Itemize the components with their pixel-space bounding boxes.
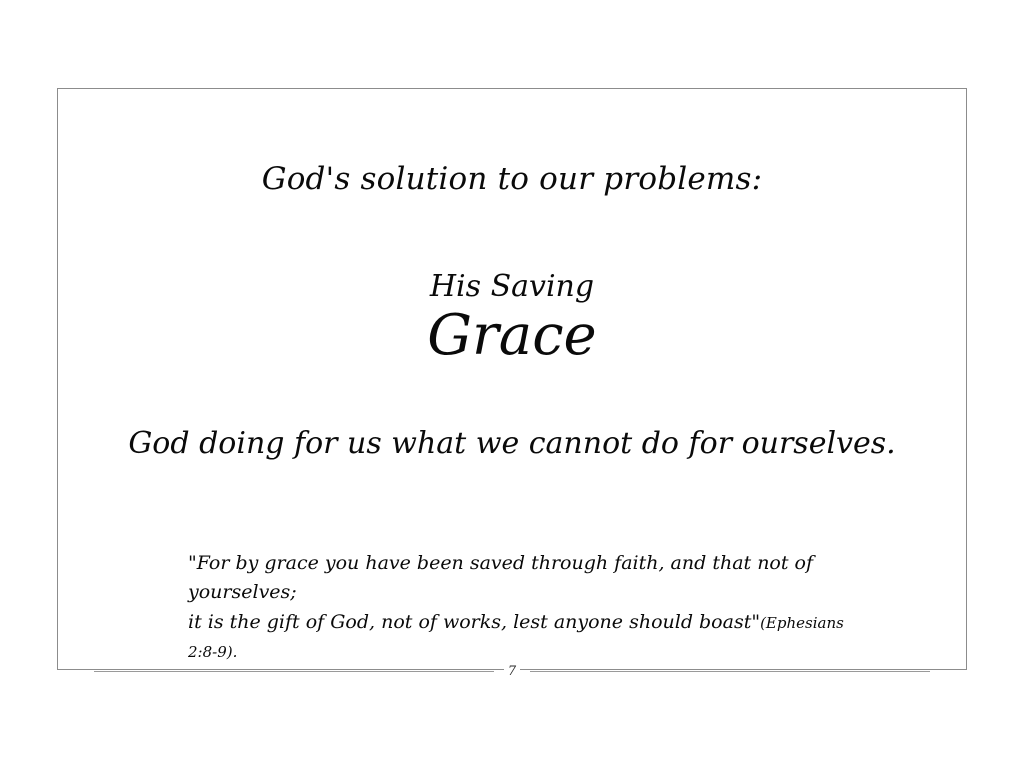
scripture-line-1: "For by grace you have been saved through faith, and that not of yourselves; <box>188 552 814 604</box>
page-title: God's solution to our problems: <box>261 161 763 197</box>
footer-rule-right <box>530 671 930 672</box>
scripture-quote <box>188 549 848 667</box>
subject-subtitle: His Saving <box>429 269 595 304</box>
scripture-line-2: it is the gift of God, not of works, lest anyone should boast" <box>188 610 761 633</box>
slide-frame <box>57 88 967 679</box>
definition-text: God doing for us what we cannot do for ourselves. <box>128 426 896 461</box>
footer-rule-left <box>94 671 494 672</box>
slide-footer <box>58 664 966 679</box>
subject-heading: Grace <box>427 303 597 368</box>
slide-content <box>58 89 966 679</box>
page-number: 7 <box>504 664 520 679</box>
scripture-reference: (Ephesians 2:8-9). <box>188 613 844 662</box>
